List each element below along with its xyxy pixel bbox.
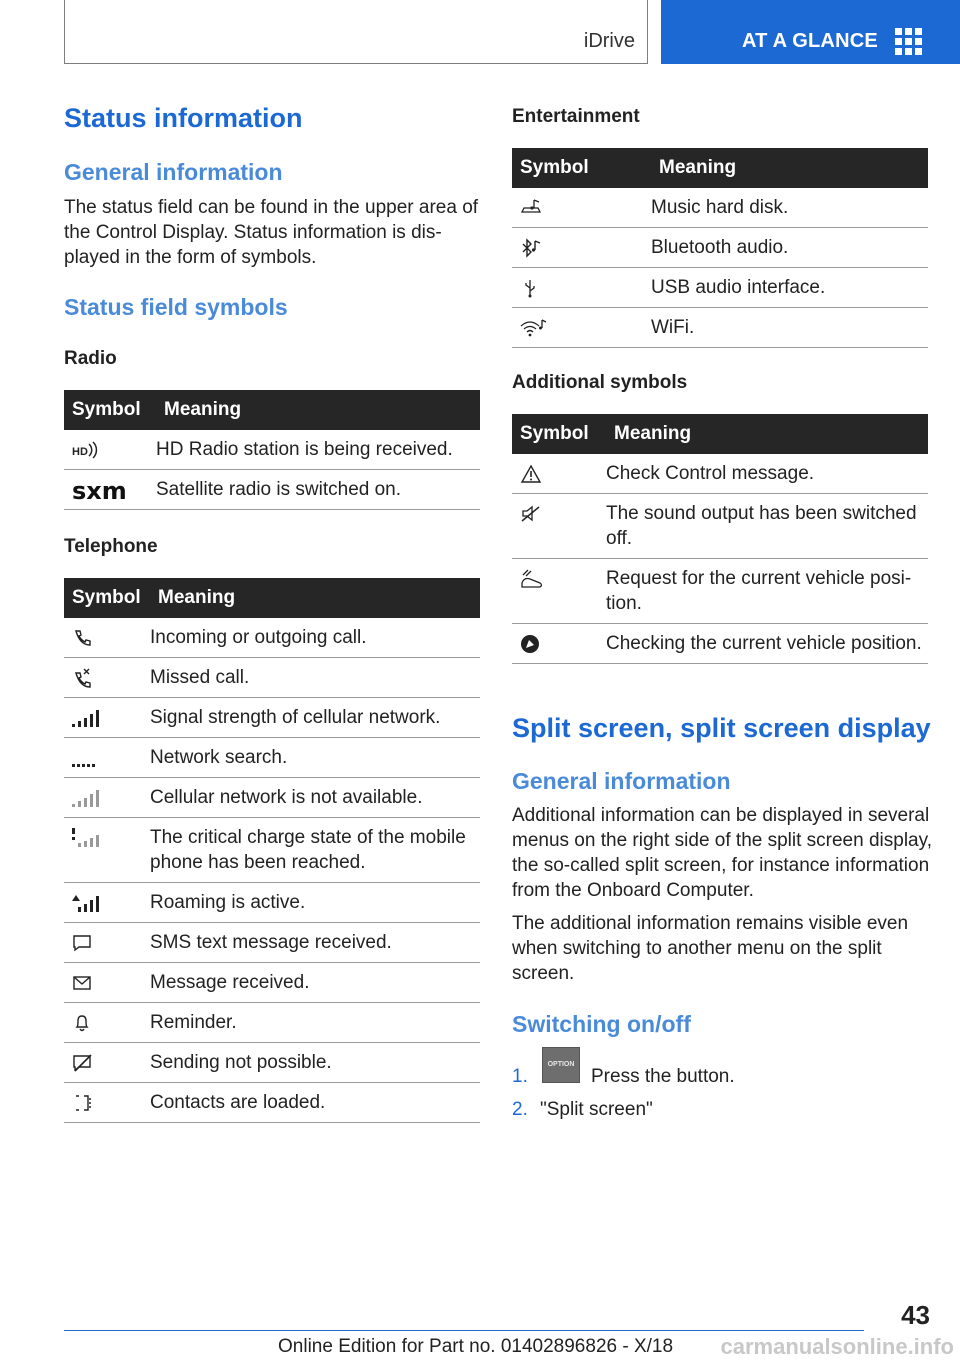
step-1 xyxy=(512,1047,912,1087)
telephone-meaning: Contacts are loaded. xyxy=(150,1083,480,1123)
table-row xyxy=(512,268,928,308)
additional-symbols-heading: Additional symbols xyxy=(512,372,688,393)
telephone-meaning: Missed call. xyxy=(150,658,480,698)
envelope-icon xyxy=(72,973,94,993)
table-row xyxy=(512,228,928,268)
entertainment-heading: Entertainment xyxy=(512,106,640,127)
signal-strength-icon xyxy=(72,708,100,728)
telephone-meaning: Network search. xyxy=(150,738,480,778)
table-row xyxy=(64,1003,480,1043)
table-row xyxy=(64,778,480,818)
radio-meaning-hd: HD Radio station is being received. xyxy=(156,430,480,470)
sxm-logo-icon xyxy=(72,480,144,502)
additional-meaning: Check Control message. xyxy=(606,454,928,494)
section-title: Status information xyxy=(64,103,303,133)
page-number: 43 xyxy=(901,1300,930,1330)
split-general-heading: General information xyxy=(512,768,731,794)
footer-divider xyxy=(64,1330,864,1331)
entertainment-meaning: WiFi. xyxy=(651,308,928,348)
step-number: 2. xyxy=(512,1099,528,1120)
entertainment-table xyxy=(512,148,928,348)
entertainment-col-meaning: Meaning xyxy=(651,148,928,188)
additional-col-meaning: Meaning xyxy=(606,414,928,454)
table-row xyxy=(512,454,928,494)
general-info-text: The status field can be found in the upper area of the Control Display. Status information is displayed in the form of symbols. xyxy=(64,197,479,268)
header-section-box xyxy=(64,0,648,64)
additional-meaning: Request for the current vehicle position. xyxy=(606,559,928,624)
step-text: "Split screen" xyxy=(540,1099,653,1120)
table-row xyxy=(64,658,480,698)
grid-icon xyxy=(895,28,923,54)
telephone-heading: Telephone xyxy=(64,536,158,557)
phone-call-icon xyxy=(72,628,94,648)
radio-col-meaning: Meaning xyxy=(156,390,480,430)
svg-text:HD: HD xyxy=(72,446,88,458)
step-2 xyxy=(512,1099,653,1121)
switching-heading: Switching on/off xyxy=(512,1011,691,1037)
entertainment-col-symbol: Symbol xyxy=(512,148,651,188)
table-row xyxy=(64,470,480,510)
telephone-meaning: Incoming or outgoing call. xyxy=(150,618,480,658)
telephone-col-meaning: Meaning xyxy=(150,578,480,618)
table-row xyxy=(64,1043,480,1083)
bluetooth-audio-icon xyxy=(520,238,544,258)
table-row xyxy=(64,923,480,963)
header-section-label: iDrive xyxy=(583,30,635,52)
critical-charge-icon xyxy=(72,828,100,848)
general-info-heading: General information xyxy=(64,159,283,185)
option-button[interactable]: OPTION xyxy=(542,1047,580,1083)
table-row xyxy=(64,618,480,658)
radio-table xyxy=(64,390,480,510)
radio-meaning-sxm: Satellite radio is switched on. xyxy=(156,470,480,510)
step-number: 1. xyxy=(512,1066,528,1087)
table-row xyxy=(64,883,480,923)
telephone-meaning: The critical charge state of the mobile phone has been reached. xyxy=(150,818,480,883)
entertainment-meaning: Music hard disk. xyxy=(651,188,928,228)
telephone-table xyxy=(64,578,480,1123)
contacts-icon xyxy=(72,1093,94,1113)
table-row xyxy=(512,308,928,348)
missed-call-icon xyxy=(72,668,94,688)
watermark: carmanualsonline.info xyxy=(720,1334,954,1359)
network-search-icon xyxy=(72,748,100,768)
telephone-meaning: Message received. xyxy=(150,963,480,1003)
table-row xyxy=(64,738,480,778)
hd-radio-icon xyxy=(72,440,100,460)
header-chapter-tab[interactable] xyxy=(661,0,960,64)
entertainment-meaning: Bluetooth audio. xyxy=(651,228,928,268)
telephone-meaning: Roaming is active. xyxy=(150,883,480,923)
step-text: Press the button. xyxy=(591,1066,735,1087)
radio-heading: Radio xyxy=(64,348,117,369)
sending-not-possible-icon xyxy=(72,1053,94,1073)
table-row xyxy=(512,559,928,624)
telephone-meaning: Sending not possible. xyxy=(150,1043,480,1083)
sound-off-icon xyxy=(520,504,544,524)
additional-meaning: The sound output has been switched off. xyxy=(606,494,928,559)
split-text-1: Additional information can be displayed in several menus on the right side of the split screen display, the so-called split screen, for instance information from the Onboard Computer. xyxy=(512,805,932,901)
telephone-meaning: SMS text message received. xyxy=(150,923,480,963)
status-symbols-heading: Status field symbols xyxy=(64,294,288,320)
table-row xyxy=(512,188,928,228)
header-chapter-label: AT A GLANCE xyxy=(742,30,878,52)
split-screen-title: Split screen, split screen display xyxy=(512,713,931,743)
bell-icon xyxy=(72,1013,94,1033)
music-hard-disk-icon xyxy=(520,198,544,218)
position-check-icon xyxy=(520,634,544,654)
radio-col-symbol: Symbol xyxy=(64,390,156,430)
telephone-col-symbol: Symbol xyxy=(64,578,150,618)
svg-text:sxm: sxm xyxy=(72,480,127,502)
sms-icon xyxy=(72,933,94,953)
entertainment-meaning: USB audio interface. xyxy=(651,268,928,308)
usb-icon xyxy=(520,278,544,298)
table-row xyxy=(64,698,480,738)
additional-col-symbol: Symbol xyxy=(512,414,606,454)
table-row xyxy=(512,624,928,664)
telephone-meaning: Reminder. xyxy=(150,1003,480,1043)
table-row xyxy=(64,1083,480,1123)
footer-edition-text: Online Edition for Part no. 01402896826 - X/18 xyxy=(278,1336,674,1357)
no-network-icon xyxy=(72,788,100,808)
position-request-icon xyxy=(520,569,546,589)
table-row xyxy=(64,963,480,1003)
additional-meaning: Checking the current vehicle position. xyxy=(606,624,928,664)
roaming-icon xyxy=(72,893,100,913)
telephone-meaning: Cellular network is not available. xyxy=(150,778,480,818)
table-row xyxy=(512,494,928,559)
split-text-2: The additional information remains visible even when switching to another menu on the split screen. xyxy=(512,913,909,984)
warning-triangle-icon xyxy=(520,464,544,484)
additional-symbols-table xyxy=(512,414,928,664)
table-row xyxy=(64,818,480,883)
table-row xyxy=(64,430,480,470)
telephone-meaning: Signal strength of cellular network. xyxy=(150,698,480,738)
wifi-icon xyxy=(520,318,548,338)
